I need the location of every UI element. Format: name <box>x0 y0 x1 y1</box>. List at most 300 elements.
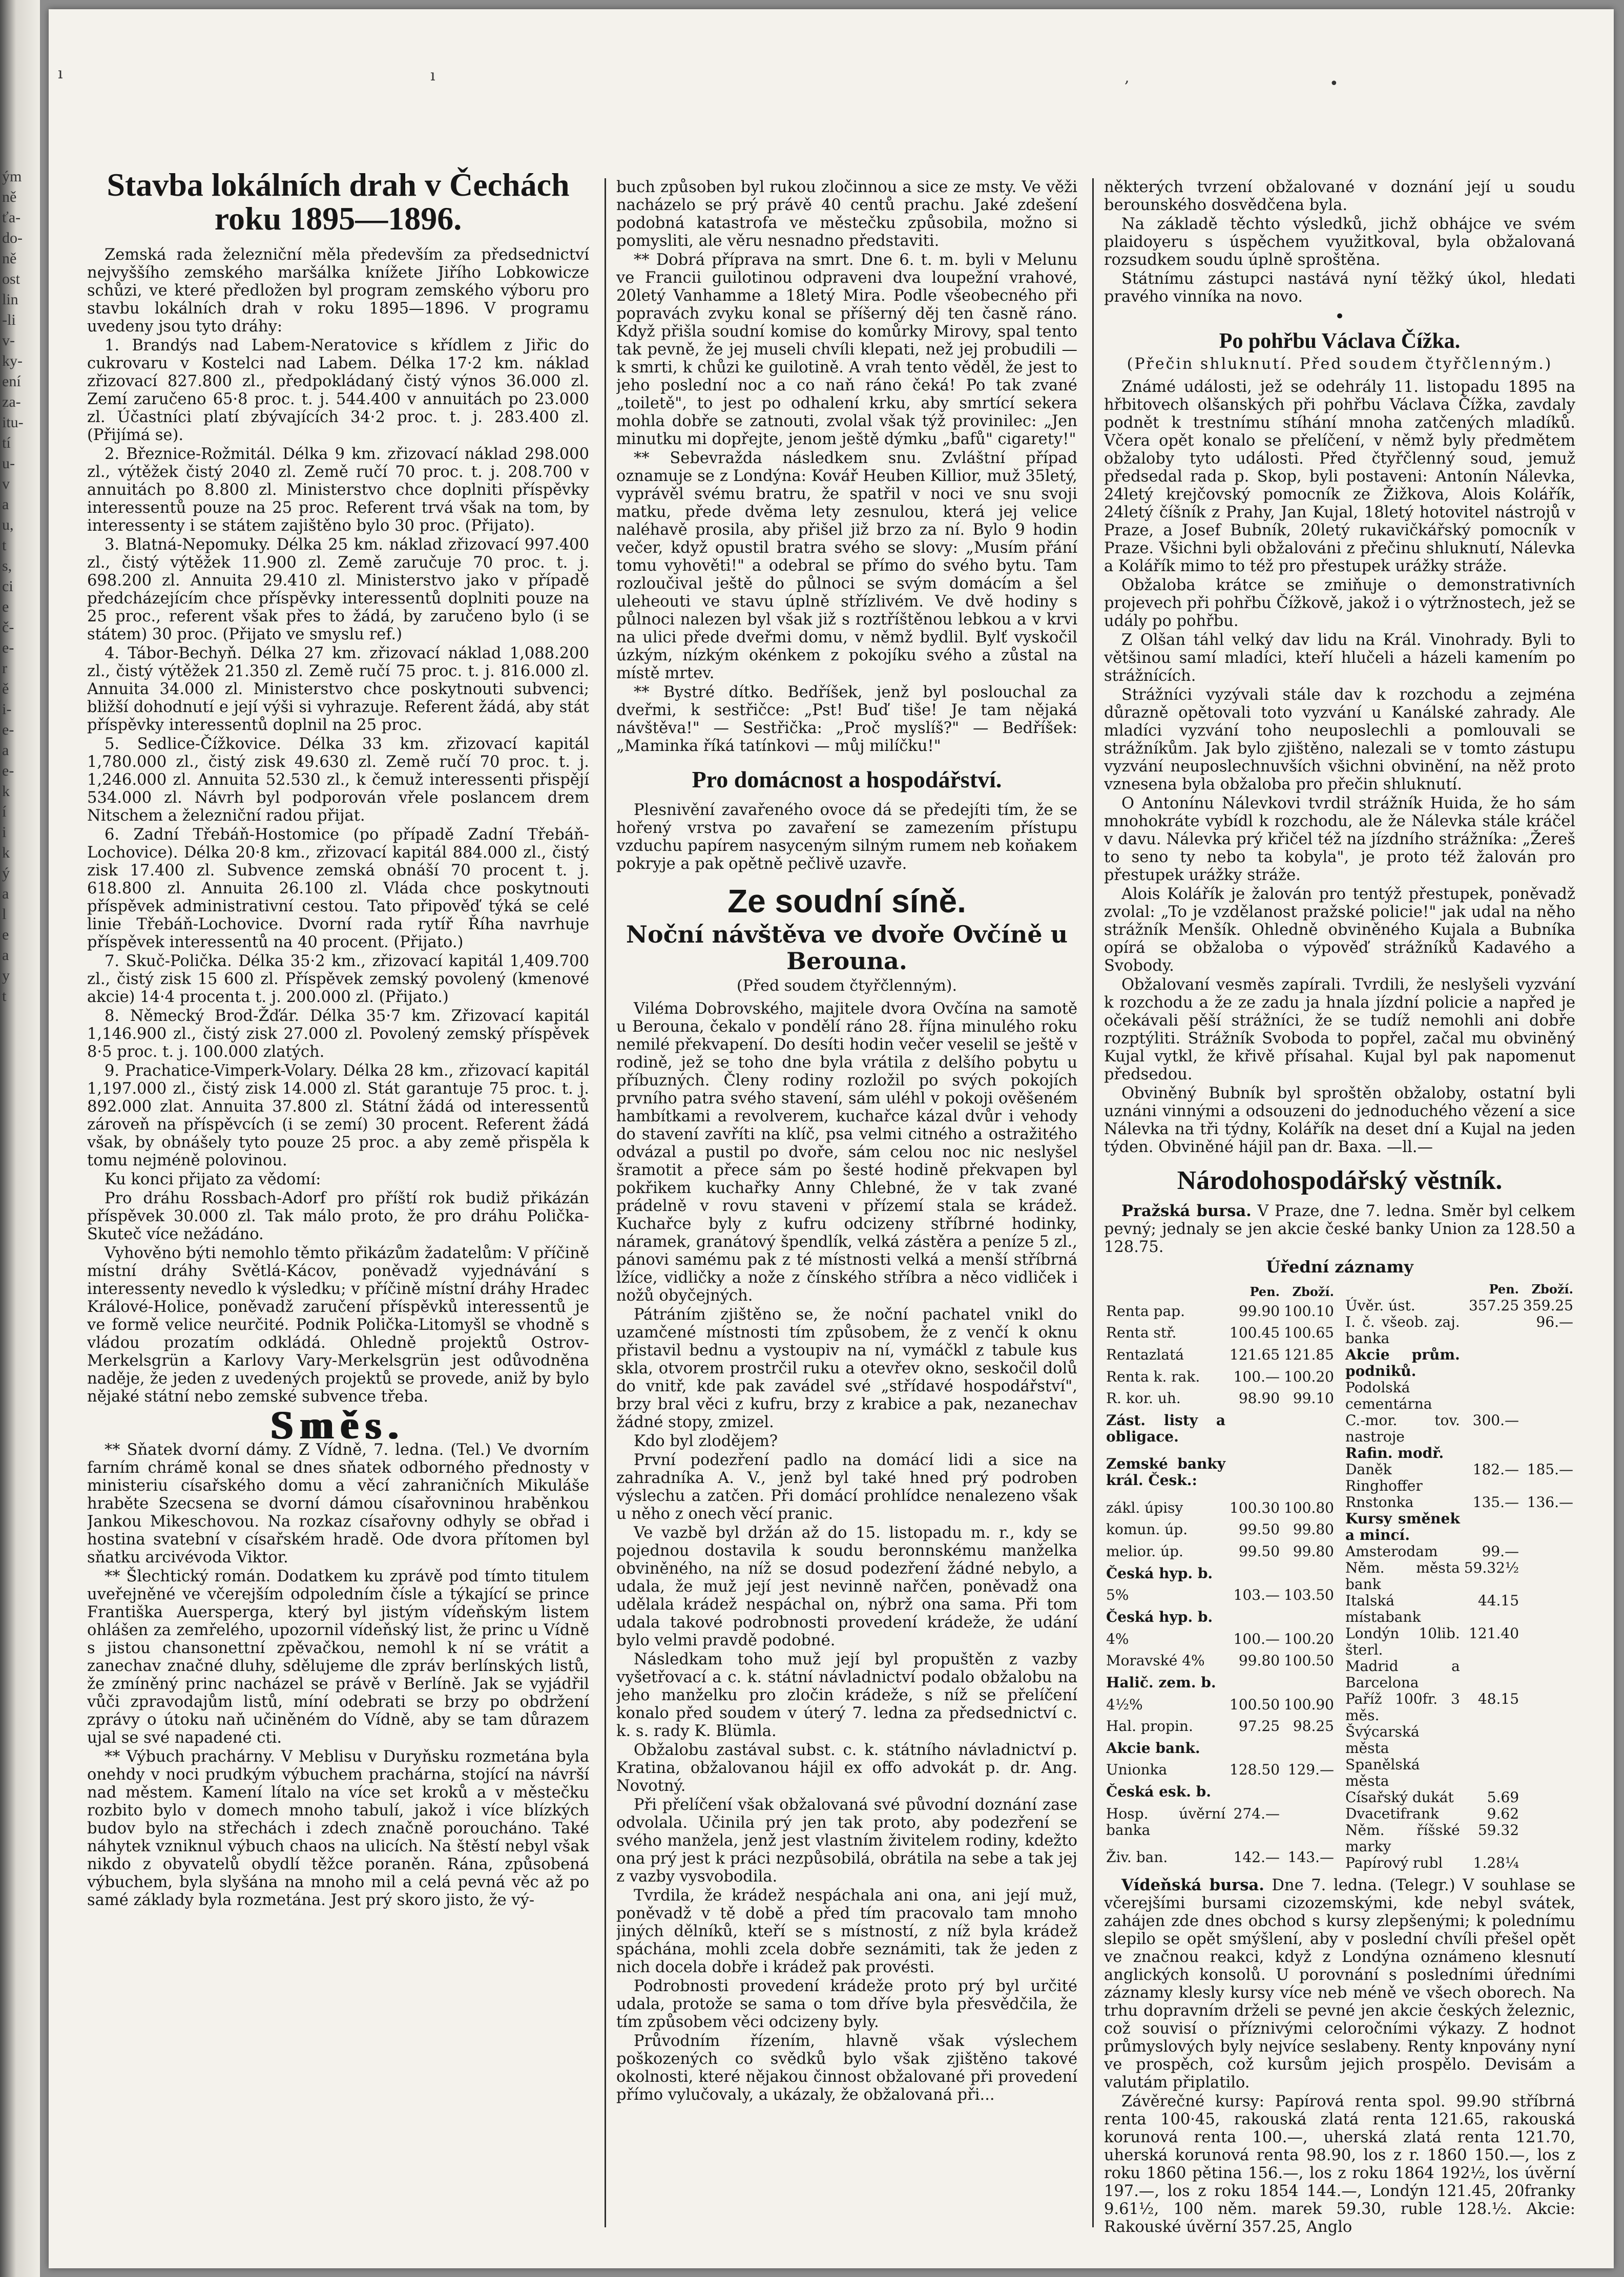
market-value <box>1227 1784 1282 1806</box>
market-value <box>1521 1806 1575 1822</box>
adjacent-page-fragment: ci <box>2 578 13 595</box>
market-row <box>1104 1412 1336 1456</box>
adjacent-page-fragment: ý <box>2 865 10 882</box>
market-value <box>1462 1658 1521 1691</box>
market-row <box>1343 1822 1575 1855</box>
market-row <box>1343 1298 1575 1314</box>
article-note: (Před soudem čtyřčlenným). <box>736 977 957 995</box>
article-title: Stavba lokálních drah v Čechách roku 1895—1896. <box>107 166 570 237</box>
article-paragraph: 5. Sedlice-Čížkovice. Délka 33 km. zřizovací kapitál 1,780.000 zl., čistý zisk 49.630 zl. Země ručí 70 proc. t. j. 1,246.000 zl. Annuita 52.530 zl., k čemuž interessenti přispějí 534.000 zl. Návrh byl podporován vřele poslancem drem Nitschem a železniční radou přijat. <box>87 735 589 825</box>
adjacent-page-fragment: l <box>2 906 7 923</box>
article-paragraph: Kdo byl zlodějem? <box>634 1432 778 1450</box>
market-label: Ringhoffer <box>1345 1477 1423 1494</box>
article-paragraph: Tvrdila, že krádež nespáchala ani ona, ani její muž, poněvadž v tě době a před tím pracovalo tam mnoho jiných dělníků, kteří se s místností, z níž byla krádež spáchána, mohli zcela dobře seznámiti, tak že jeden z nich docela dobře i krádež pak provésti. <box>616 1887 1077 1976</box>
market-value: 98.25 <box>1293 1718 1334 1735</box>
market-label: Renta pap. <box>1106 1302 1185 1320</box>
market-value: 99.90 <box>1238 1302 1280 1320</box>
market-row <box>1343 1543 1575 1560</box>
market-label: Dvacetifrank <box>1345 1805 1439 1822</box>
market-row <box>1343 1806 1575 1822</box>
market-label: Unionka <box>1106 1761 1168 1779</box>
market-label: Hal. propin. <box>1106 1718 1193 1735</box>
market-value: 274.— <box>1233 1805 1280 1822</box>
market-value: 100.90 <box>1284 1696 1334 1713</box>
market-row <box>1104 1631 1336 1653</box>
market-row <box>1104 1325 1336 1347</box>
market-row <box>1343 1658 1575 1691</box>
market-label: Kursy směnek a mincí. <box>1345 1510 1460 1543</box>
article-paragraph: 2. Březnice-Rožmitál. Délka 9 km. zřizovací náklad 298.000 zl., výtěžek čistý 2040 zl. Země ručí 70 proc. t. j. 208.700 v annuitách po 8.800 zl. Ministerstvo chce doplniti příspěvky interessentů pouze na 25 proc. Referent trvá však na tom, by interessenty i se státem zajištěno bylo 30 proc. (Přijato). <box>87 445 589 535</box>
section-heading-soudni: Ze soudní síně. <box>727 883 966 920</box>
adjacent-page-edge <box>0 0 40 2277</box>
market-value: 128.50 <box>1230 1761 1280 1779</box>
market-value: 97.25 <box>1238 1718 1280 1735</box>
market-value: 300.— <box>1472 1412 1519 1429</box>
market-row <box>1104 1849 1336 1871</box>
market-value <box>1521 1543 1575 1560</box>
market-value <box>1227 1456 1282 1499</box>
market-title: Vídeňská bursa. <box>1121 1876 1264 1894</box>
adjacent-page-fragment: e <box>2 926 9 943</box>
market-value <box>1462 1445 1521 1461</box>
market-intro <box>1104 1202 1575 1256</box>
news-item: ** Výbuch prachárny. V Meblisu v Duryňsku rozmetána byla onehdy v noci prudkým výbuchem prachárna, stojící na návrší nad městem. Kamení lítalo na více set kroků a v městečku rozbito bylo v domech mnoho tabulí, jakož i více blízkých budov bylo na střechách i zdech značně poroucháno. Také náhytek vzniknul výbuch chaos na ulicích. Na štěstí nebyl však nikdo z obyvatelů obydlí těžce poraněn. Rána, způsobená výbuchem, byla slyšána na mnoho mil a celá pevná věc až po samé základy byla rozmetána. Jest prý skoro jisto, že vý- <box>87 1748 589 1909</box>
market-value <box>1462 1724 1521 1757</box>
market-value <box>1282 1740 1336 1762</box>
market-value <box>1521 1625 1575 1658</box>
market-row <box>1104 1609 1336 1631</box>
market-label: Rnstonka <box>1345 1494 1414 1511</box>
market-value <box>1521 1560 1575 1593</box>
column-1 <box>87 163 589 2238</box>
market-value <box>1227 1565 1282 1587</box>
market-row <box>1343 1314 1575 1347</box>
market-row <box>1104 1369 1336 1391</box>
market-value <box>1521 1380 1575 1412</box>
article-note: (Přečin shluknutí. Před soudem čtyřčlenným.) <box>1127 355 1553 373</box>
adjacent-page-fragment: ky- <box>2 352 23 369</box>
market-value <box>1462 1511 1521 1543</box>
article-paragraph: 6. Zadní Třebáň-Hostomice (po případě Zadní Třebáň-Lochovice). Délka 20·8 km., zřizovací kapitál 884.000 zl., čistý zisk 17.400 zl. Subvence zemská obnáší 70 procent t. j. 618.800 zl. Annuita 26.100 zl. Vláda chce poskytnouti příspěvek administrativní cestou. Tato připověď týká se celé linie Třebáň-Lochovice. Dvorní rada rytíř Říha navrhuje příspěvek interessentů na 40 procent. (Přijato.) <box>87 826 589 951</box>
market-value: 357.25 <box>1469 1297 1519 1314</box>
market-value: 1.28¼ <box>1473 1854 1519 1871</box>
market-value <box>1521 1511 1575 1543</box>
news-item: ** Sebevražda následkem snu. Zvláštní případ oznamuje se z Londýna: Kovář Heuben Killior, muž 35letý, vyprávěl svému bratru, že spatřil v noci ve snu svoji matku, přede dvěma lety zesnulou, která jej velice naléhavě prosila, aby přišel již brzo za ní. Bylo 9 hodin večer, když opustil bratra svého se slovy: „Musím přání tomu vyhověti!" a odebral se přímo do svého bytu. Tam rozloučival ještě do půlnoci se svým domácím a šel uleheouti ve stavu úplně střízlivém. Ve dvě hodiny s půlnoci nalezen byl však již s roztříštěnou lebkou a v krvi na ulici přede dveřmi domu, v němž bydlil. Bylť vyskočil úzkým, nízkým okénkem z pokojíku svého a zůstal na místě mrtev. <box>616 449 1077 682</box>
adjacent-page-fragment: a <box>2 742 9 759</box>
adjacent-page-fragment: ě <box>2 680 9 697</box>
adjacent-page-fragment: ně <box>2 189 17 205</box>
market-label: 5% <box>1106 1586 1129 1604</box>
adjacent-page-fragment: do- <box>2 229 23 246</box>
article-paragraph: První podezření padlo na domácí lidi a sice na zahradníka A. V., jenž byl také hned prý podroben výslechu a zatčen. Při domácí prohlídce nenalezeno však u něho z onech věcí pranic. <box>616 1451 1077 1523</box>
article-paragraph: 8. Německý Brod-Žďár. Délka 35·7 km. Zřizovací kapitál 1,146.900 zl., čistý zisk 27.000 zl. Povolený zemský příspěvek 8·5 proc. t. j. 100.000 zlatých. <box>87 1007 589 1061</box>
newspaper-page <box>49 9 1614 2268</box>
market-row <box>1343 1855 1575 1871</box>
article-paragraph: Viléma Dobrovského, majitele dvora Ovčína na samotě u Berouna, čekalo v pondělí ráno 28. října minulého roku nemilé překvapení. Do desíti hodin večer veselil se ještě v rodině, jež se toho dne byla vrátila z delšího pobytu u příbuzných. Členy rodiny rozložil po svých pokojích prvního patra svého stavení, sám uléhl v pokoji ověšeném hambítkami a revolverem, kuchařce kázal dvůr i vehody do stavení zavříti na klíč, psa velmi citného a ostražitého odvázal a pustil po dvoře, sám celou noc nic neslyšel šramotit a přece sám po šesté hodině překvapen byl pokřikem kuchařky Anny Chlebné, že v tak zvané prádelně v rovu staveni v přízemí stala se krádež. Kuchařce byly z kufru odcizeny stříbrné hodinky, náramek, granátový špendlík, velká zástěra a peníze 5 zl., pánovi samému pak z té místnosti velká a menší stříbrná lžíce, vidličky a nože z čínského stříbra a něco vidliček i nožů obyčejných. <box>616 1000 1077 1305</box>
adjacent-page-fragment: k <box>2 844 10 861</box>
market-row <box>1104 1697 1336 1719</box>
article-subheading: Noční návštěva ve dvoře Ovčíně u Berouna. <box>626 921 1068 975</box>
adjacent-page-fragment: í <box>2 803 7 820</box>
market-subheading: Úřední záznamy <box>1266 1257 1413 1277</box>
article-paragraph: Ve vazbě byl držán až do 15. listopadu m. r., kdy se pojednou dostavila k soudu beronnskému manželka obviněného, na níž se dosud podezření žádné nebylo, a udala, že muž její jest nevinně nařčen, poněvadž ona udělala krádež nespáchal on, nýbrž ona sama. Při tom udala takové podrobnosti provedení krádeže, že udání bylo velmi pravdě podobné. <box>616 1524 1077 1649</box>
market-value: 99.50 <box>1238 1542 1280 1560</box>
article-paragraph: Obžalovaní vesměs zapírali. Tvrdili, že neslyšeli vyzvání k rozchodu a že ze zadu ja hnala jízdní policie a napřed je očekávali pěší strážníci, že se tudíž nemohli ani dobře rozptýliti. Strážník Svoboda to popřel, začal mu obviněný Kujal vytkl, že křivě přísahal. Kujal byl pak napomenut předsedou. <box>1104 976 1575 1083</box>
market-row <box>1104 1543 1336 1565</box>
market-value <box>1521 1789 1575 1806</box>
news-item: ** Dobrá příprava na smrt. Dne 6. t. m. byli v Melunu ve Francii guilotinou odpraveni dva loupežní vrahové, 20letý Vanhamme a 18letý Mira. Podle všeobecného při popravách zvyku konal se příšerný děj ten časně ráno. Když přišla soudní komise do komůrky Mirovy, spal tento tak pevně, že jej museli chvíli klepati, než jej probudili — k smrti, k chůzi ke guilotině. A vrah tento věděl, že jest to jeho poslední noc a co naň ráno čeká! Po tak zvané „toiletě", to jest po odhalení krku, aby smrtící sekera mohla dobře se zatnouti, zvolal však týž provinilec: „Jen minutku mi dopřejte, jenom ještě dýmku „bafů" cigarety!" <box>616 251 1077 448</box>
article-paragraph: Průvodním řízením, hlavně však výslechem poškozených co svědků bylo však zjištěno takové okolnosti, které nějakou činnost obžalované při provedení přímo vylučovaly, a ukázaly, že obžalovaná při... <box>616 2032 1077 2104</box>
market-label: Švýcarská města <box>1345 1723 1420 1757</box>
market-value <box>1521 1593 1575 1625</box>
market-row <box>1104 1347 1336 1369</box>
market-value: 142.— <box>1233 1849 1280 1866</box>
scan-mark: ı <box>58 65 63 82</box>
article-paragraph: 4. Tábor-Bechyň. Délka 27 km. zřizovací náklad 1,088.200 zl., čistý výtěžek 21.350 zl. Země ručí 75 proc. t. j. 816.000 zl. Annuita 34.000 zl. Ministerstvo chce poskytnouti subvenci; bližší dohodnutí e její výši si vyhrazuje. Referent žádá, aby stát příspěvky interessentů doplnil na 25 proc. <box>87 644 589 734</box>
market-intro <box>1104 1876 1575 2092</box>
market-value <box>1521 1724 1575 1757</box>
adjacent-page-fragment: lin <box>2 291 18 308</box>
market-value: 5.69 <box>1487 1789 1519 1806</box>
market-row <box>1343 1757 1575 1789</box>
market-row <box>1104 1587 1336 1609</box>
market-label: Rafin. modř. <box>1345 1445 1444 1461</box>
market-label: Renta k. rak. <box>1106 1368 1200 1385</box>
market-closing: Závěrečné kursy: Papírová renta spol. 99.90 stříbrná renta 100·45, rakouská zlatá renta 121.65, rakouská korunová renta 100.—, uherská zlatá renta 121.70, uherská korunová renta 98.90, los z r. 1860 150.—, los z roku 1860 pětina 156.—, los z roku 1864 192½, los úvěrní 197.—, los z roku 1854 144.—, Londýn 121.45, 20franky 9.61½, 100 něm. marek 59.30, ruble 128.½. Akcie: Rakouské úvěrní 357.25, Anglo <box>1104 2093 1575 2236</box>
market-value: 100.45 <box>1230 1324 1280 1342</box>
market-label: Zemské banky král. Česk.: <box>1106 1455 1226 1489</box>
market-label: Akcie bank. <box>1106 1739 1200 1757</box>
market-row <box>1104 1740 1336 1762</box>
market-value: 99.— <box>1482 1543 1519 1560</box>
market-row <box>1343 1412 1575 1445</box>
adjacent-page-fragment: y <box>2 967 10 984</box>
article-paragraph: Při přelíčení však obžalovaná své původní doznání zase odvolala. Učinila prý jen tak proto, aby podezření se svého manžela, jenž jest vlastním živitelem rodiny, kdežto ona prý jest k práci nezpůsobilá, obrátila na sebe a tak jej z vazby vysvobodila. <box>616 1796 1077 1886</box>
market-value <box>1521 1445 1575 1461</box>
market-row <box>1104 1500 1336 1522</box>
market-value: 121.40 <box>1469 1625 1519 1642</box>
article-paragraph: 1. Brandýs nad Labem-Neratovice s křídlem z Jiřic do cukrovaru v Kostelci nad Labem. Délka 17·2 km. náklad zřizovací 827.800 zl., předpokládaný čistý výnos 36.000 zl. Zemí zaručeno 65·8 proc. t. j. 544.400 v annuitách po 23.000 zl. Účastníci platí zbývajících 34·2 proc. t. j. 283.400 zl. (Přijímá se). <box>87 337 589 444</box>
market-row <box>1343 1445 1575 1461</box>
market-value: 359.25 <box>1523 1297 1573 1314</box>
market-value: 48.15 <box>1477 1690 1519 1707</box>
market-value <box>1282 1412 1336 1456</box>
market-value: 100.50 <box>1284 1652 1334 1669</box>
col-header: Pen. <box>1250 1284 1280 1300</box>
article-paragraph: Na základě těchto výsledků, jichž obhájce ve svém plaidoyeru s úspěchem využitkoval, byla obžalovaná rozsudkem soudu úplně sproštěna. <box>1104 215 1575 269</box>
column-rule <box>1092 178 1094 2227</box>
adjacent-page-fragment: č- <box>2 619 14 636</box>
market-value: 100.20 <box>1284 1630 1334 1647</box>
market-value <box>1282 1806 1336 1849</box>
market-value <box>1521 1691 1575 1724</box>
market-value: 98.90 <box>1238 1390 1280 1407</box>
market-value <box>1521 1757 1575 1789</box>
news-item: buch způsoben byl rukou zločinnou a sice ze msty. Ve věži nacházelo se prý právě 40 centů prachu. Jaké zdešení podobná katastrofa ve městečku způsobila, možno si pomysliti, ale věru nesnadno představiti. <box>616 178 1077 250</box>
article-paragraph: Alois Kolářík je žalován pro tentýž přestupek, poněvadž zvolal: „To je vzdělanost pražské policie!" jak udal na něho strážník Menšík. Ohledně obviněného Kujala a Bubníka opírá se obžaloba o výpověď strážníků Kadavého a Svobody. <box>1104 885 1575 975</box>
adjacent-page-fragment: s, <box>2 557 12 574</box>
market-value: 44.15 <box>1477 1592 1519 1609</box>
market-label: Rentazlatá <box>1106 1346 1184 1363</box>
market-row <box>1104 1784 1336 1806</box>
news-item: ** Šlechtický román. Dodatkem ku zprávě pod tímto titulem uveřejněné ve včerejším odpoledním čísle a týkající se prince Františka Auersperga, který byl jistým vídeňským listem ohlášen za zemřelého, upozornil vídeňský list, že princ u Vídně s jistou chansonettní zpěvačkou, nemohl k ní se vrátit a zanechav značné dluhy, sdělujeme dle zpráv berlínských listů, že zmíněný princ nacházel se právě v Berlíně. Jak se vyjádřil vůči zpravodajům listů, míní odebrati se brzy po obdržení zprávy o útoku naň učiněném do Vídně, aby se tam důrazem ujal se své napadené cti. <box>87 1568 589 1747</box>
market-label: Česká hyp. b. <box>1106 1608 1213 1625</box>
adjacent-page-fragment: itu- <box>2 414 24 431</box>
market-row <box>1343 1625 1575 1658</box>
scan-mark: ı <box>430 67 435 85</box>
adjacent-page-fragment: i- <box>2 701 12 718</box>
market-value: 129.— <box>1287 1761 1334 1779</box>
market-label: Halič. zem. b. <box>1106 1674 1216 1691</box>
news-item: ** Bystré dítko. Bedříšek, jenž byl poslouchal za dveřmi, k sestřičce: „Pst! Buď tiše! Je tam nějaká návštěva!" — Sestřička: „Proč myslíš?" — Bedříšek: „Maminka říká tatínkovi — můj milíčku!" <box>616 683 1077 755</box>
article-paragraph: Obviněný Bubník byl sproštěn obžaloby, ostatní byli uznáni vinnými a odsouzeni do jednoduchého vězení a sice Nálevka na tři týdny, Kolářík na deset dní a Kujal na jeden týden. Obviněné hájil pan dr. Baxa. —ll.— <box>1104 1084 1575 1156</box>
market-row <box>1104 1303 1336 1325</box>
market-value: 100.50 <box>1230 1696 1280 1713</box>
market-label: Česká hyp. b. <box>1106 1564 1213 1582</box>
col-header: Zboží. <box>1531 1282 1573 1297</box>
market-label: Něm. říšské marky <box>1345 1822 1460 1855</box>
market-value: 135.— <box>1472 1494 1519 1511</box>
section-heading-vestnik: Národohospodářský věstník. <box>1177 1166 1503 1195</box>
market-label: Živ. ban. <box>1106 1849 1168 1866</box>
column-rule <box>605 178 606 2227</box>
market-value: 100.10 <box>1284 1302 1334 1320</box>
article-paragraph: Zemská rada železniční měla především za předsednictví nejvyššího zemského maršálka knížete Jiřího Lobkowicze schůzi, ve které předložen byl program zemského výboru pro stavbu lokálních drah v roku 1895—1896. V programu uvedeny jsou tyto dráhy: <box>87 246 589 336</box>
market-label: melior. úp. <box>1106 1542 1183 1560</box>
market-label: Paříž 100fr. 3 měs. <box>1345 1690 1460 1724</box>
adjacent-page-fragment: v- <box>2 332 15 349</box>
market-label: I. č. všeob. zaj. banka <box>1345 1313 1460 1347</box>
market-value <box>1521 1822 1575 1855</box>
adjacent-page-fragment: u, <box>2 516 14 533</box>
market-value <box>1227 1675 1282 1697</box>
market-value: 99.80 <box>1238 1652 1280 1669</box>
adjacent-page-fragment: t <box>2 537 7 554</box>
market-label: Hosp. úvěrní banka <box>1106 1805 1226 1839</box>
market-row <box>1343 1380 1575 1412</box>
market-value: 59.32 <box>1477 1822 1519 1839</box>
market-value: 59.32½ <box>1464 1559 1519 1576</box>
market-label: Papírový rubl <box>1345 1854 1443 1871</box>
market-value <box>1282 1456 1336 1499</box>
adjacent-page-fragment: k <box>2 783 10 800</box>
market-row <box>1104 1390 1336 1412</box>
market-row <box>1104 1762 1336 1784</box>
market-value: 103.50 <box>1284 1586 1334 1604</box>
market-label: Daněk <box>1345 1461 1392 1478</box>
market-value: 100.— <box>1233 1368 1280 1385</box>
market-label: Londýn 10lib. šterl. <box>1345 1625 1460 1658</box>
market-value: 136.— <box>1527 1494 1573 1511</box>
market-value: 99.50 <box>1238 1521 1280 1538</box>
adjacent-page-fragment: -li <box>2 311 16 328</box>
market-table-left <box>1104 1281 1336 1871</box>
market-value <box>1282 1784 1336 1806</box>
adjacent-page-fragment: u- <box>2 455 15 472</box>
market-label: Amsterodam <box>1345 1543 1438 1560</box>
market-value <box>1521 1658 1575 1691</box>
adjacent-page-fragment: tí <box>2 434 11 451</box>
market-row <box>1343 1593 1575 1625</box>
article-paragraph: 9. Prachatice-Vimperk-Volary. Délka 28 km., zřizovací kapitál 1,197.000 zl., čistý zisk 14.000 zl. Stát garantuje 75 proc. t. j. 892.000 zlat. Annuita 37.800 zl. Státní žádá od interessentů zároveň na příspěvcích (i se zemí) 30 procent. Referent žádá však, by obnášely tyto pouze 25 proc. a aby země přispěla k tomu nejméně polovinou. <box>87 1062 589 1169</box>
article-paragraph: Plesnivění zavařeného ovoce dá se předejíti tím, že se hořený vrstva po zavaření se zamezením přístupu vzduchu papírem nasyceným silným rumem neb koňakem pokryje a pak opětně pečlivě uzavře. <box>616 801 1077 873</box>
market-label: Zást. listy a obligace. <box>1106 1411 1226 1445</box>
market-value: 121.85 <box>1284 1346 1334 1363</box>
adjacent-page-fragment: t <box>2 988 7 1005</box>
adjacent-page-fragment: ťa- <box>2 209 21 226</box>
market-row <box>1343 1511 1575 1543</box>
adjacent-page-fragment: r <box>2 660 7 677</box>
article-title: Po pohřbu Václava Čížka. <box>1219 329 1461 353</box>
market-value <box>1521 1855 1575 1871</box>
market-row <box>1343 1691 1575 1724</box>
article-paragraph: Obžaloba krátce se zmiňuje o demonstrativních projevech při pohřbu Čížkově, jakož i o výtržnostech, jež se udály po pohřbu. <box>1104 576 1575 630</box>
market-label: C.-mor. tov. nastroje <box>1345 1412 1460 1445</box>
market-row <box>1343 1461 1575 1478</box>
market-value <box>1282 1609 1336 1631</box>
adjacent-page-fragment: v <box>2 475 10 492</box>
market-row <box>1104 1521 1336 1543</box>
adjacent-page-fragment: ení <box>2 373 21 390</box>
market-row <box>1104 1718 1336 1740</box>
market-value: 103.— <box>1233 1586 1280 1604</box>
scan-mark: , <box>1125 69 1130 87</box>
market-value <box>1521 1412 1575 1445</box>
market-value <box>1462 1347 1521 1380</box>
col-header: Pen. <box>1489 1282 1519 1297</box>
adjacent-page-fragment: ně <box>2 250 17 267</box>
market-row <box>1343 1560 1575 1593</box>
market-value: 121.65 <box>1230 1346 1280 1363</box>
market-text: V Praze, dne 7. ledna. Směr byl celkem pevný; jednaly se jen akcie české banky Union za 128.50 a 128.75. <box>1104 1202 1575 1256</box>
article-paragraph: O Antonínu Nálevkovi tvrdil strážník Huida, že ho sám mnohokráte vybídl k rozchodu, ale že Nálevka stále kráčel v davu. Nálevka prý křičel též na jízdního strážníka: „Žereš to seno ty nebo ta kobyla", je proto též žalován pro přestupek urážky stráže. <box>1104 795 1575 884</box>
market-row <box>1343 1789 1575 1806</box>
market-value: 143.— <box>1287 1849 1334 1866</box>
article-paragraph: Státnímu zástupci nastává nyní těžký úkol, hledati pravého vinníka na novo. <box>1104 270 1575 306</box>
adjacent-page-fragment: ým <box>2 168 22 185</box>
market-value <box>1227 1609 1282 1631</box>
market-label: R. kor. uh. <box>1106 1390 1181 1407</box>
market-row <box>1104 1456 1336 1499</box>
market-label: zákl. úpisy <box>1106 1499 1183 1516</box>
column-3 <box>1104 178 1575 2253</box>
market-row <box>1104 1653 1336 1675</box>
market-row <box>1104 1806 1336 1849</box>
market-label: Renta stř. <box>1106 1324 1177 1342</box>
market-value <box>1462 1478 1521 1494</box>
market-value: 99.80 <box>1293 1542 1334 1560</box>
news-item: ** Sňatek dvorní dámy. Z Vídně, 7. ledna. (Tel.) Ve dvorním farním chrámě konal se dnes sňatek odborného přednosty v ministeriu císařského domu a věcí zahraničních Mikuláše hraběte Szecsena se dvorní dámou císařovninou hraběnkou Jankou Mikeschovou. Na rozkaz císařovny odhyly se obřad i hostina svatební v císařském hradě. Ode dvora přítomen byl sňatku arcivévoda Viktor. <box>87 1441 589 1566</box>
separator-dot: • <box>1334 306 1345 327</box>
adjacent-page-fragment: a <box>2 947 9 964</box>
market-value: 100.20 <box>1284 1368 1334 1385</box>
column-2 <box>616 178 1077 2253</box>
market-row <box>1343 1724 1575 1757</box>
adjacent-page-fragment: za- <box>2 393 21 410</box>
adjacent-page-fragment: e- <box>2 762 14 779</box>
market-value <box>1462 1314 1521 1347</box>
market-label: 4% <box>1106 1630 1129 1647</box>
section-heading-smes: Směs. <box>270 1403 406 1447</box>
market-value: 100.30 <box>1230 1499 1280 1516</box>
market-value <box>1521 1478 1575 1494</box>
article-paragraph: Podrobnosti provedení krádeže proto prý byl určité udala, protože se sama o tom dříve byla přesvědčila, že tím způsobem věci odcizeny byly. <box>616 1977 1077 2031</box>
market-value: 100.80 <box>1284 1499 1334 1516</box>
scan-mark: • <box>1329 75 1339 93</box>
market-label: Akcie prům. podniků. <box>1345 1346 1460 1380</box>
market-title: Pražská bursa. <box>1121 1202 1252 1220</box>
market-label: Moravské 4% <box>1106 1652 1205 1669</box>
col-header: Zboží. <box>1292 1284 1334 1300</box>
market-value <box>1462 1757 1521 1789</box>
section-heading-domacnost: Pro domácnost a hospodářství. <box>692 766 1002 792</box>
market-label: Madrid a Barcelona <box>1345 1658 1460 1691</box>
market-value: 99.80 <box>1293 1521 1334 1538</box>
adjacent-page-fragment: e <box>2 598 9 615</box>
market-label: Spanělská města <box>1345 1756 1420 1789</box>
article-paragraph: 3. Blatná-Nepomuky. Délka 25 km. náklad zřizovací 997.400 zl., čistý výtěžek 11.900 zl. Země zaručuje 70 proc. t. j. 698.200 zl. Annuita 29.410 zl. Ministerstvo jako v případě předcházejícím chce příspěvky interessentů doplniti pouze na 25 proc., referent však přes to žádá, by zaručeno bylo (i se státem) 30 proc. (Přijato ve smyslu ref.) <box>87 536 589 643</box>
market-value: 185.— <box>1527 1461 1573 1478</box>
article-paragraph: 7. Skuč-Polička. Délka 35·2 km., zřizovací kapitál 1,409.700 zl., čistý zisk 15 600 zl. Příspěvek zemský povolený (kmenové akcie) 14·4 procenta t. j. 200.000 zl. (Přijato.) <box>87 952 589 1006</box>
market-value: 96.— <box>1536 1313 1573 1330</box>
market-row <box>1343 1494 1575 1511</box>
article-paragraph: Vyhověno býti nemohlo těmto přikázům žadatelům: V příčině místní dráhy Světlá-Kácov, poněvadž vyjednávání s interessenty nevedlo k výsledku; v příčině místní dráhy Hradec Králové-Holice, poněvadž zaručení příspěvků interessentů je ve formě velice neurčité. Podnik Polička-Litomyšl se vhodně s vládou prozatím odkládá. Ohledně projektů Ostrov-Merkelsgrün a Karlovy Vary-Merkelsgrün jest odůvodněna naděje, že jeden z uvedených projektů se provede, aniž by bylo nějaké státní nebo zemské subvence třeba. <box>87 1244 589 1406</box>
market-value <box>1282 1675 1336 1697</box>
adjacent-page-fragment: i <box>2 824 7 841</box>
market-value: 100.— <box>1233 1630 1280 1647</box>
market-row <box>1104 1565 1336 1587</box>
market-tables <box>1104 1278 1575 1876</box>
adjacent-page-fragment: e- <box>2 639 14 656</box>
market-table-right <box>1343 1281 1575 1871</box>
adjacent-page-fragment: ost <box>2 270 20 287</box>
market-value: 9.62 <box>1487 1805 1519 1822</box>
market-row <box>1343 1478 1575 1494</box>
market-row <box>1343 1347 1575 1380</box>
market-label: komun. úp. <box>1106 1521 1188 1538</box>
adjacent-page-fragment: e- <box>2 721 14 738</box>
article-paragraph: Ku konci přijato za vědomí: <box>105 1171 321 1188</box>
adjacent-page-fragment: a <box>2 496 9 513</box>
article-paragraph: Z Olšan táhl velký dav lidu na Král. Vinohrady. Byli to většinou samí mladíci, kteří hlučeli a házeli kamením po strážnících. <box>1104 631 1575 685</box>
market-label: Podolská cementárna <box>1345 1379 1432 1412</box>
market-value <box>1227 1412 1282 1456</box>
market-text: Dne 7. ledna. (Telegr.) V souhlase se včerejšími bursami cizozemskými, kde nebyl svátek, zahájen zde dnes obchod s kursy zlepšenými; k polednímu slepilo se opět smýšlení, aby v poslední chvíli přešel opět ve značnou reakci, když z Londýna oznámeno klesnutí anglických konsolů. U porovnání s posledními úředními záznamy klesly kursy více neb méně ve všech oborech. Na trhu dopravním drželi se pevné jen akcie českých železnic, což souvisí o příznivými celoročními výkazy. Z hodnot průmyslových byly nejvíce seslabeny. Renty knpovány nyní ve prospěch, což kursům jejich prospělo. Devisám a valutám připlatilo. <box>1104 1876 1575 2092</box>
article-paragraph: Strážníci vyzývali stále dav k rozchodu a zejména důrazně opětovali toto vyzvání u Kanálské zahrady. Ale mladíci vyzvání toho neuposlechli a pomlouvali se strážníkům. Jak bylo zjištěno, nalezali se v tomto zástupu vyzvání neuposlechnuvších všichni obvinění, na něž proto vznesena byla obžaloba pro přečin shluknutí. <box>1104 686 1575 793</box>
market-value <box>1282 1565 1336 1587</box>
market-label: Něm. města bank <box>1345 1559 1460 1593</box>
article-paragraph: Pro dráhu Rossbach-Adorf pro příští rok budiž přikázán příspěvek 30.000 zl. Tak málo proto, že pro dráhu Polička-Skuteč více nežádáno. <box>87 1189 589 1243</box>
market-label: Italská místabank <box>1345 1592 1421 1625</box>
market-value <box>1521 1347 1575 1380</box>
market-value: 100.65 <box>1284 1324 1334 1342</box>
market-label: 4½% <box>1106 1696 1143 1713</box>
article-paragraph: Obžalobu zastával subst. c. k. státního návladnictví p. Kratina, obžalovanou hájil ex offo advokát p. dr. Ang. Novotný. <box>616 1741 1077 1795</box>
market-value <box>1227 1740 1282 1762</box>
market-label: Česká esk. b. <box>1106 1783 1211 1801</box>
market-label: Úvěr. úst. <box>1345 1297 1415 1314</box>
market-value: 182.— <box>1472 1461 1519 1478</box>
market-value <box>1462 1380 1521 1412</box>
article-paragraph: některých tvrzení obžalované v doznání její u soudu berounského dosvědčena byla. <box>1104 178 1575 214</box>
market-label: Císařský dukát <box>1345 1789 1454 1806</box>
article-paragraph: Známé události, jež se odehrály 11. listopadu 1895 na hřbitovech olšanských při pohřbu Václava Čížka, zavdaly podnět k trestnímu stíhání mnoha zatčených mladíků. Včera opět konalo se přelíčení, v němž byly předmětem obžaloby tyto události. Před čtyřčlenný soud, jemuž předsedal rada p. Skop, byli postaveni: Antonín Nálevka, 24letý krejčovský pomocník ze Žižkova, Alois Kolářík, 24letý číšník z Prahy, Jan Kujal, 18letý hotovitel nástrojů v Praze, a Josef Bubník, 20letý rukavičkářský pomocník v Praze. Všichni byli obžalováni z přečinu shluknutí, Nálevka a Kolářík mimo to též pro přestupek urážky stráže. <box>1104 378 1575 575</box>
market-row <box>1104 1675 1336 1697</box>
market-value: 99.10 <box>1293 1390 1334 1407</box>
adjacent-page-fragment: a <box>2 885 9 902</box>
article-paragraph: Následkam toho muž její byl propuštěn z vazby vyšetřovací a c. k. státní návladnictví podalo obžalobu na jeho manželku pro zločin krádeže, s níž se přelíčení konalo před soudem v úterý 7. ledna za předsednictví c. k. s. rady K. Blümla. <box>616 1651 1077 1740</box>
article-paragraph: Pátráním zjištěno se, že noční pachatel vnikl do uzamčené místnosti tím způsobem, že z venčí k oknu přistavil bednu a vystoupiv na ní, vymáčkl z tabule kus skla, otvorem prostrčil ruku a otevřev okno, seskočil dolů do vnitř, kde pak zavádel své „střídavé hospodářství", brzy bral věci z kufru, brzy z krabice a pak, nezanechav žádné stopy, zmizel. <box>616 1306 1077 1431</box>
